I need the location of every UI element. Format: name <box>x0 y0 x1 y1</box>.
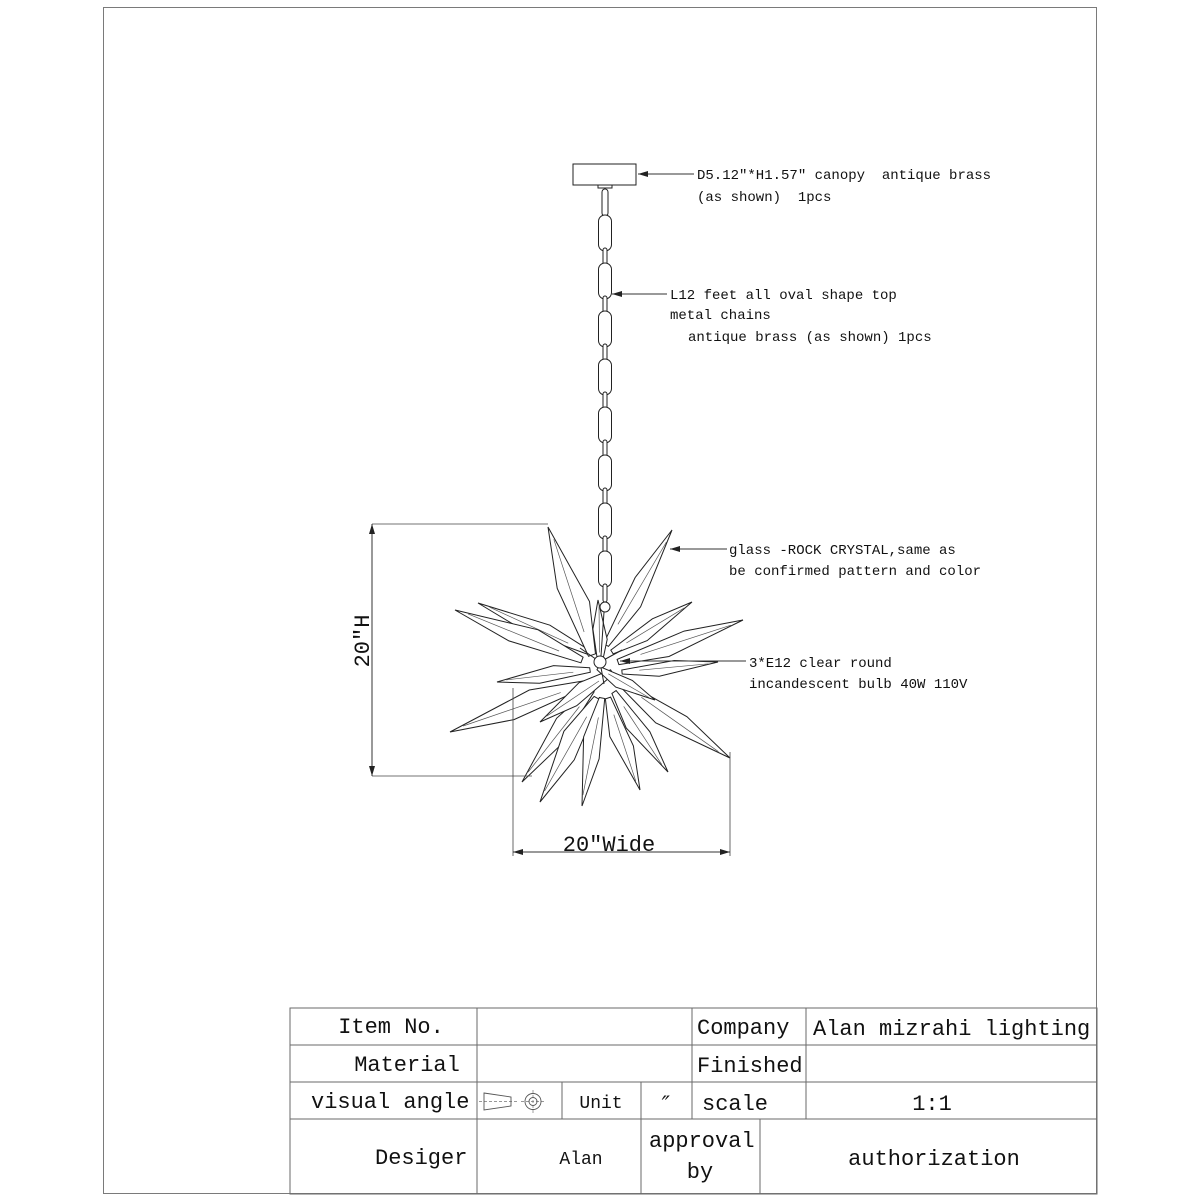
chain-link <box>599 263 612 299</box>
glass-annotation-line-1: glass -ROCK CRYSTAL,same as <box>729 543 956 559</box>
projection-cone-icon <box>479 1093 517 1110</box>
hub <box>594 656 606 668</box>
visual-angle-icons-cell <box>477 1082 562 1119</box>
projection-circles-icon <box>521 1090 545 1113</box>
finished-label: Finished <box>697 1054 803 1079</box>
canopy <box>573 164 636 185</box>
height-dimension-label: 20″H <box>351 614 376 668</box>
canopy-loop <box>598 185 612 188</box>
crystal-facet <box>618 542 667 624</box>
glass-annotation-line-2: be confirmed pattern and color <box>729 564 982 580</box>
width-dimension-label: 20″Wide <box>562 833 656 858</box>
canopy-annotation-line-1: D5.12″*H1.57″ canopy antique brass <box>697 168 992 184</box>
finished-value-cell <box>806 1045 1097 1082</box>
chain-hook <box>600 602 610 612</box>
crystal-facet <box>463 693 561 726</box>
title-block <box>290 1008 1097 1194</box>
material-value-cell <box>477 1045 692 1082</box>
chain-link <box>599 407 612 443</box>
visual-angle-label: visual angle <box>311 1090 470 1115</box>
chain-annotation <box>670 288 932 346</box>
crystal-spike <box>622 661 718 677</box>
chain-link <box>602 189 608 216</box>
chain-link <box>603 584 607 602</box>
canopy-group <box>573 164 636 188</box>
unit-label: Unit <box>579 1094 623 1114</box>
approval-label-line-1: approval <box>649 1129 755 1154</box>
designer-value: Alan <box>559 1150 603 1170</box>
crystal-spike <box>604 530 672 646</box>
authorization-label: authorization <box>848 1147 1020 1172</box>
chain-link <box>599 311 612 347</box>
company-label: Company <box>697 1016 790 1041</box>
crystal-spike <box>497 666 590 684</box>
chain-annotation-line-1: L12 feet all oval shape top <box>670 288 897 304</box>
chain-annotation-line-3: antique brass (as shown) 1pcs <box>688 330 932 346</box>
bulb-annotation-line-2: incandescent bulb 40W 110V <box>749 677 968 693</box>
crystal-cluster <box>450 527 743 806</box>
designer-label: Desiger <box>375 1146 468 1171</box>
unit-value: ″ <box>656 1093 670 1118</box>
canopy-annotation <box>697 168 991 206</box>
bulb-annotation-line-1: 3*E12 clear round <box>749 656 892 672</box>
chain-link <box>599 503 612 539</box>
chain <box>599 189 612 612</box>
item-no-label: Item No. <box>338 1015 444 1040</box>
scale-value: 1:1 <box>912 1092 952 1117</box>
chain-link <box>599 551 612 587</box>
chain-link <box>599 455 612 491</box>
chain-annotation-line-2: metal chains <box>670 308 771 324</box>
item-no-value-cell <box>477 1008 692 1045</box>
glass-annotation <box>729 543 981 580</box>
chain-link <box>599 359 612 395</box>
chain-link <box>599 215 612 251</box>
bulb-annotation <box>749 656 968 693</box>
canopy-annotation-line-2: (as shown) 1pcs <box>697 190 832 206</box>
scale-label: scale <box>702 1092 769 1117</box>
approval-label-line-2: by <box>686 1160 714 1185</box>
material-label: Material <box>354 1053 460 1078</box>
company-value: Alan mizrahi lighting <box>813 1017 1091 1042</box>
